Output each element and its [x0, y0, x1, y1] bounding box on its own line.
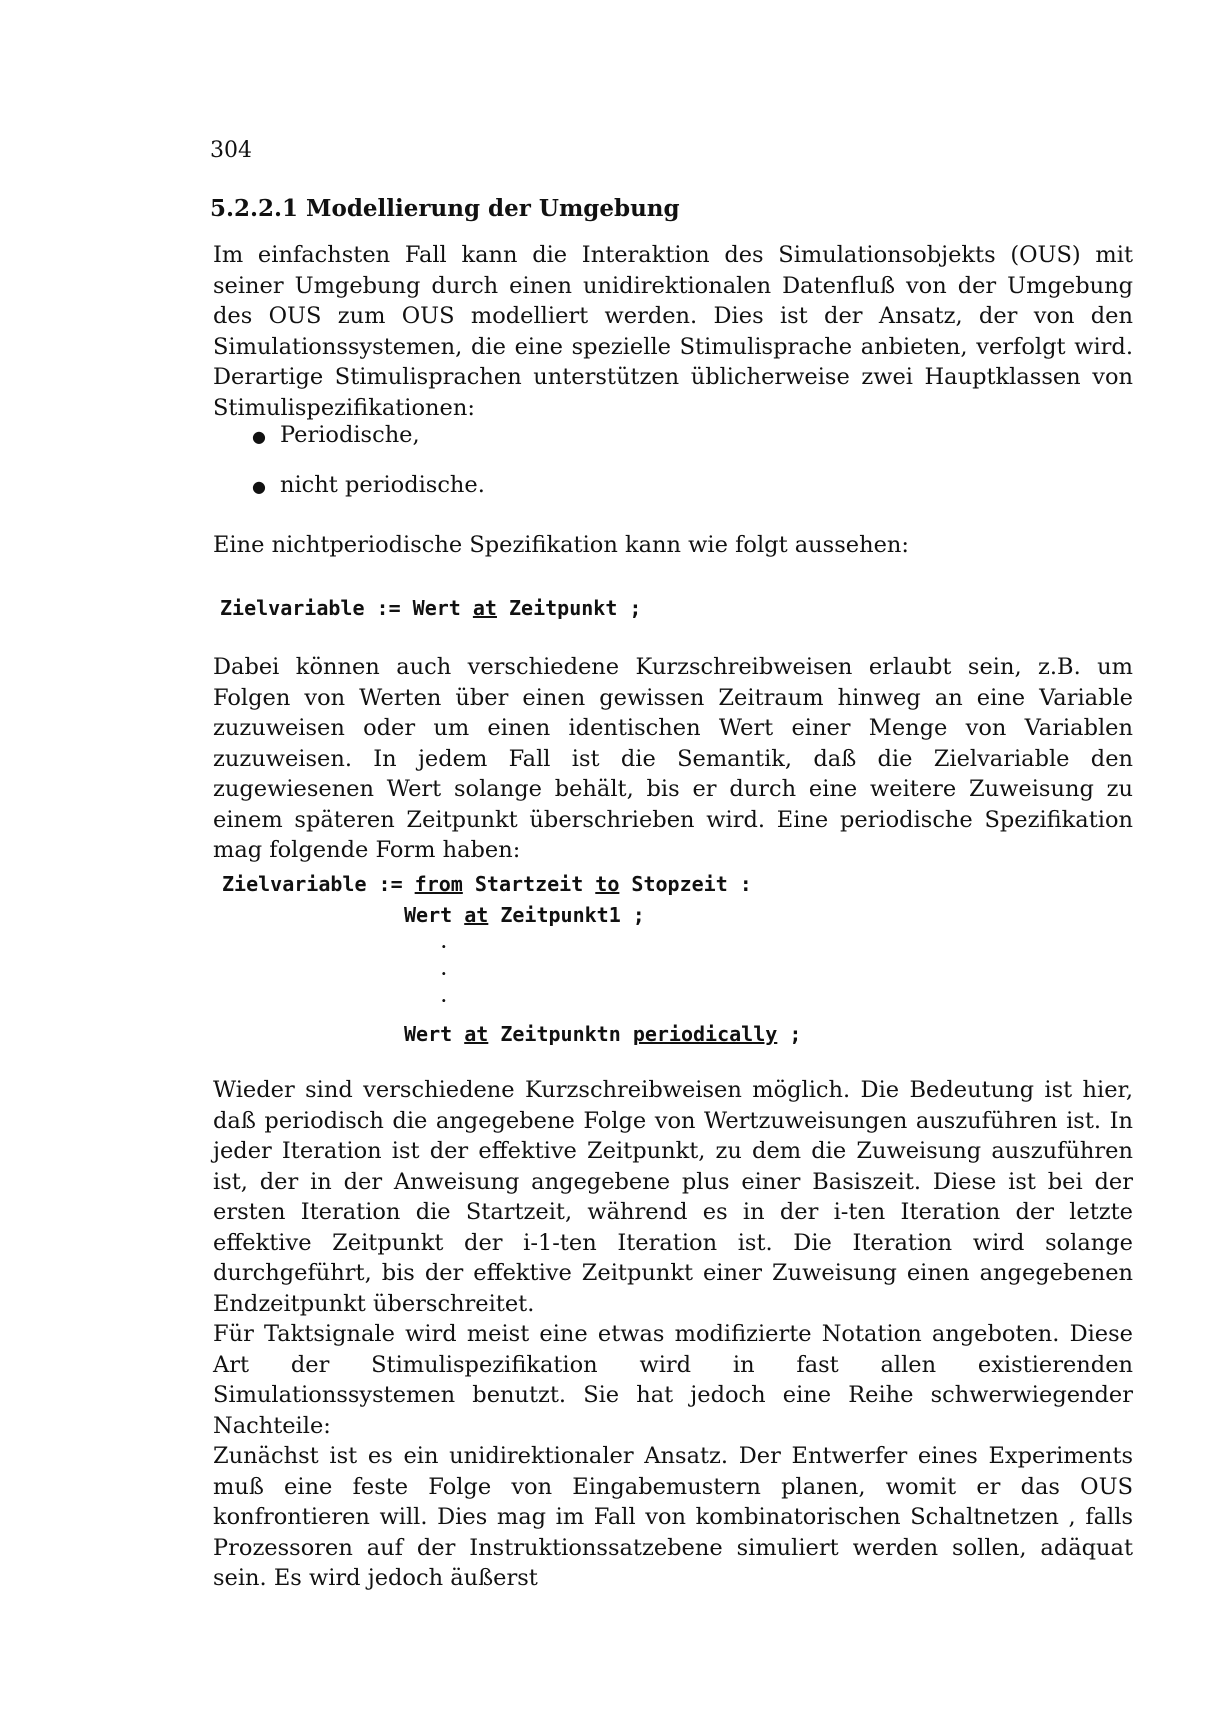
paragraph-example-intro: Eine nichtperiodische Spezifikation kann wie folgt aussehen: [213, 532, 909, 558]
code-text: Stopzeit : [619, 872, 752, 896]
list-item [252, 470, 485, 520]
code-text: Zeitpunktn [488, 1022, 633, 1046]
code-text: Zeitpunkt ; [496, 596, 642, 620]
ellipsis-dot: . [441, 933, 447, 952]
paragraph-drawbacks: Zunächst ist es ein unidirektionaler Ansatz. Der Entwerfer eines Experiments muß eine feste Folge von Eingabemustern planen, womit er das OUS konfrontieren will. Dies mag im Fall von kombinatorischen Schaltnetzen , falls Prozessoren auf der Instruktionssatzebene simuliert werden sollen, adäquat sein. Es wird jedoch äußerst [213, 1443, 1133, 1591]
code-periodic-line3 [404, 1022, 801, 1046]
ellipsis-dot: . [441, 987, 447, 1006]
page-number: 304 [210, 138, 252, 163]
bullet-list [252, 420, 485, 520]
keyword-periodically: periodically [632, 1022, 778, 1046]
code-text: ; [777, 1022, 802, 1046]
code-text: Wert [404, 1022, 465, 1046]
keyword-at: at [464, 1022, 489, 1046]
code-text: Wert [404, 903, 465, 927]
keyword-to: to [595, 872, 620, 896]
bullet-icon: ● [252, 477, 266, 496]
keyword-at: at [472, 596, 497, 620]
code-periodic-line1 [222, 872, 752, 896]
code-text: Zielvariable := Wert [220, 596, 473, 620]
paragraph-clock-signals: Für Taktsignale wird meist eine etwas modifizierte Notation angeboten. Diese Art der Stimulispezifikation wird in fast allen existierenden Simulationssystemen benutzt. Sie hat jedoch eine Reihe schwerwiegender Nachteile: [213, 1321, 1133, 1439]
code-nonperiodic [220, 596, 641, 620]
code-text: Zielvariable := [222, 872, 415, 896]
list-item [252, 420, 485, 470]
paragraph-semantics: Dabei können auch verschiedene Kurzschreibweisen erlaubt sein, z.B. um Folgen von Werten über einen gewissen Zeitraum hinweg an eine Variable zuzuweisen oder um einen identischen Wert einer Menge von Variablen zuzuweisen. In jedem Fall ist die Semantik, daß die Zielvariable den zugewiesenen Wert solange behält, bis er durch eine weitere Zuweisung zu einem späteren Zeitpunkt überschrieben wird. Eine periodische Spezifikation mag folgende Form haben: [213, 654, 1133, 863]
list-item-text: Periodische, [280, 422, 420, 448]
paragraph-discussion [213, 1075, 1133, 1594]
ellipsis-dot: . [441, 960, 447, 979]
code-text: Startzeit [462, 872, 596, 896]
keyword-from: from [414, 872, 463, 896]
section-heading: 5.2.2.1 Modellierung der Umgebung [210, 195, 680, 222]
paragraph-intro: Im einfachsten Fall kann die Interaktion des Simulationsobjekts (OUS) mit seiner Umgebung durch einen unidirektionalen Datenfluß von der Umgebung des OUS zum OUS modelliert werden. Dies ist der Ansatz, der von den Simulationssystemen, die eine spezielle Stimulisprache anbieten, verfolgt wird. Derartige Stimulisprachen unterstützen üblicherweise zwei Hauptklassen von Stimulispezifikationen: [213, 242, 1133, 421]
list-item-text: nicht periodische. [280, 472, 485, 498]
keyword-at: at [464, 903, 489, 927]
code-periodic-line2 [404, 903, 645, 927]
bullet-icon: ● [252, 427, 266, 446]
paragraph-iteration: Wieder sind verschiedene Kurzschreibweisen möglich. Die Bedeutung ist hier, daß periodisch die angegebene Folge von Wertzuweisungen auszuführen ist. In jeder Iteration ist der effektive Zeitpunkt, zu dem die Zuweisung auszuführen ist, der in der Anweisung angegebene plus einer Basiszeit. Diese ist bei der ersten Iteration die Startzeit, während es in der i-ten Iteration der letzte effektive Zeitpunkt der i-1-ten Iteration ist. Die Iteration wird solange durchgeführt, bis der effektive Zeitpunkt einer Zuweisung einen angegebenen Endzeitpunkt überschreitet. [213, 1077, 1133, 1317]
code-text: Zeitpunkt1 ; [488, 903, 645, 927]
